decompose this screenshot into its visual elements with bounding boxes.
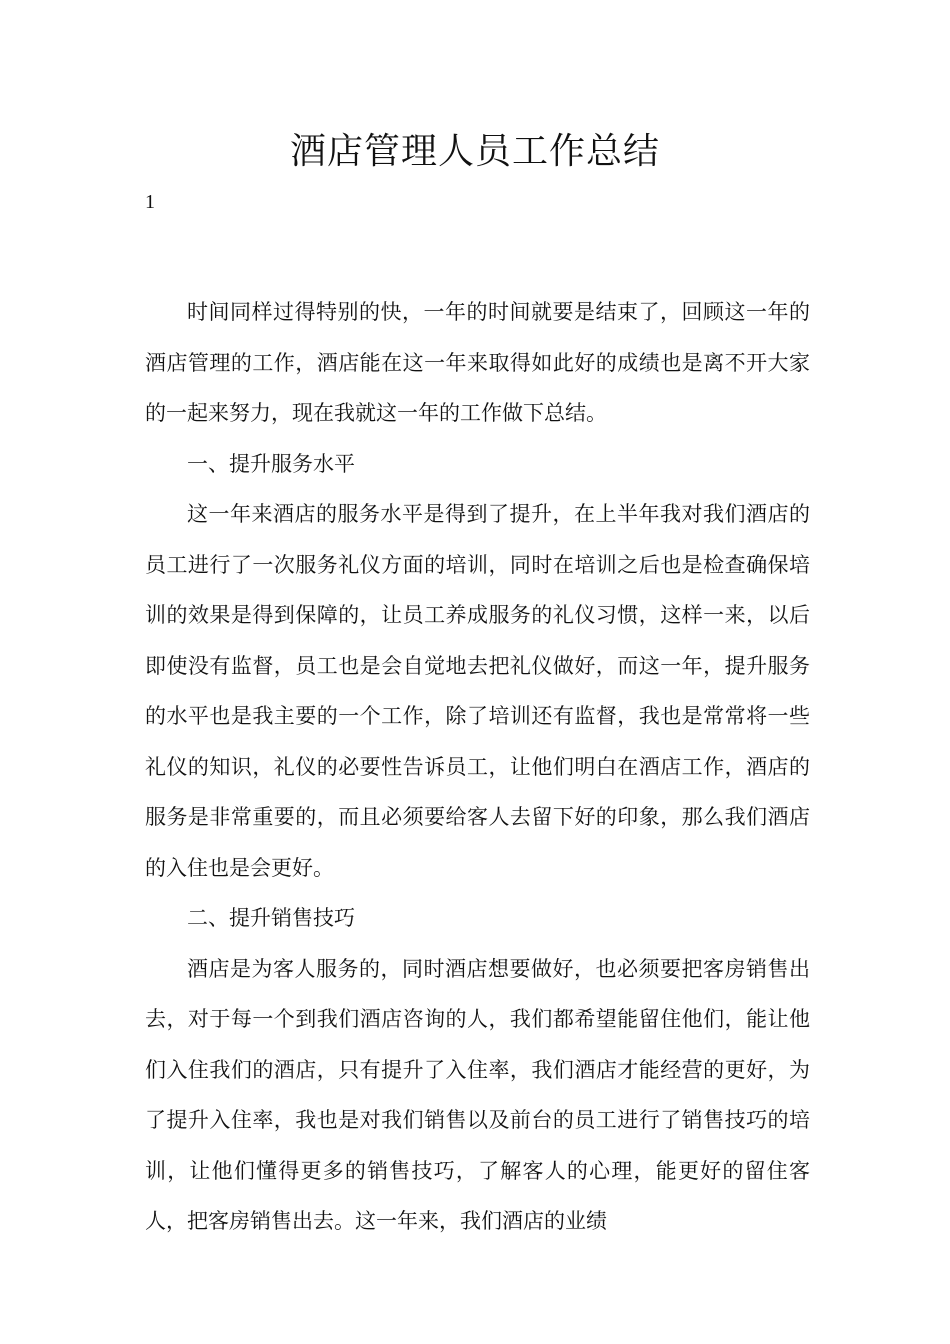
service-paragraph: 这一年来酒店的服务水平是得到了提升，在上半年我对我们酒店的员工进行了一次服务礼仪方面的培训，同时在培训之后也是检查确保培训的效果是得到保障的，让员工养成服务的礼仪习惯，这样一来，以后即使没有监督，员工也是会自觉地去把礼仪做好，而这一年，提升服务的水平也是我主要的一个工作，除了培训还有监督，我也是常常将一些礼仪的知识，礼仪的必要性告诉员工，让他们明白在酒店工作，酒店的服务是非常重要的，而且必须要给客人去留下好的印象，那么我们酒店的入住也是会更好。 <box>145 502 810 880</box>
section-heading-sales: 二、提升销售技巧 <box>187 906 355 930</box>
document-body <box>145 287 810 1247</box>
document-title: 酒店管理人员工作总结 <box>289 131 660 172</box>
sales-paragraph: 酒店是为客人服务的，同时酒店想要做好，也必须要把客房销售出去，对于每一个到我们酒店咨询的人，我们都希望能留住他们，能让他们入住我们的酒店，只有提升了入住率，我们酒店才能经营的更好，为了提升入住率，我也是对我们销售以及前台的员工进行了销售技巧的培训，让他们懂得更多的销售技巧，了解客人的心理，能更好的留住客人，把客房销售出去。这一年来，我们酒店的业绩 <box>145 956 810 1233</box>
intro-paragraph: 时间同样过得特别的快，一年的时间就要是结束了，回顾这一年的酒店管理的工作，酒店能在这一年来取得如此好的成绩也是离不开大家的一起来努力，现在我就这一年的工作做下总结。 <box>145 300 810 425</box>
page-number: 1 <box>145 191 155 213</box>
section-heading-service: 一、提升服务水平 <box>187 451 355 476</box>
